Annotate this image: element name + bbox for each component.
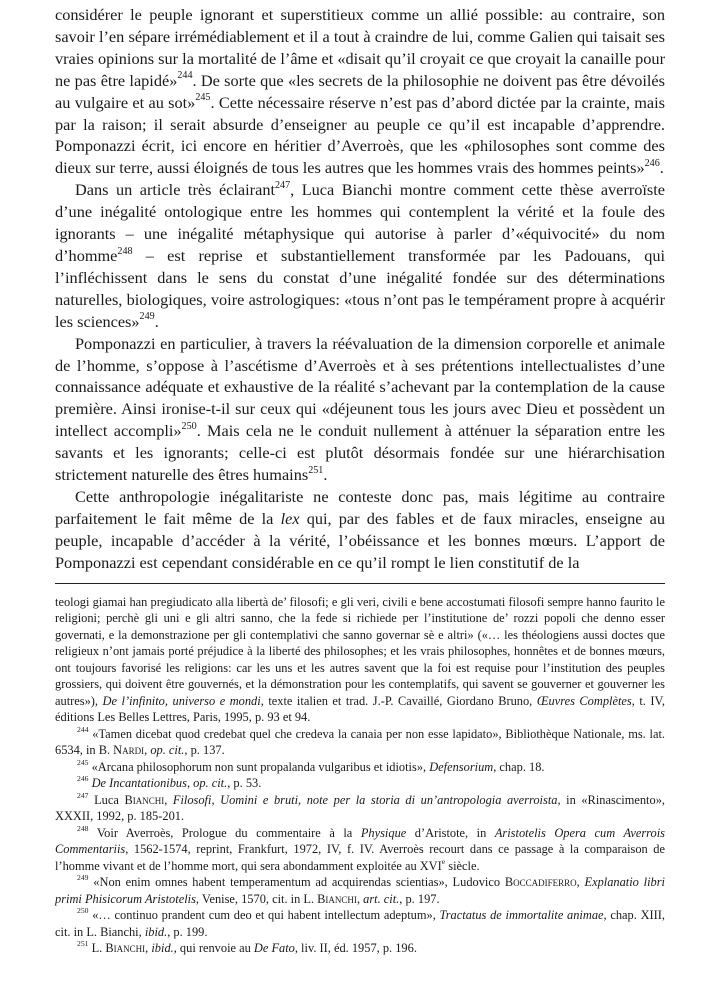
author-name: Bianchi bbox=[105, 941, 146, 956]
italic-run: Physique bbox=[360, 825, 407, 840]
text-run: Pomponazzi en particulier, à travers la réévaluation de la dimension corporelle et animale de l’homme, s’oppose à l’ascétisme d’Averroès et à ses prétentions intellectualistes d’une connaissance adéquate et exhaustive de la réalité s’achevant par la contemplation de la cause première. Ainsi ironise-t-il sur ceux qui «déjeunent tous les jours avec Dieu et possèdent un intellect accompli» bbox=[55, 333, 665, 441]
footnote-ref[interactable]: 251 bbox=[308, 464, 324, 476]
footnote-continued bbox=[55, 594, 665, 726]
footnote-number: 247 bbox=[77, 790, 89, 800]
footnote-ref[interactable]: 250 bbox=[181, 420, 197, 432]
footnote-number: 249 bbox=[77, 873, 89, 883]
footnote-number: 246 bbox=[77, 774, 89, 784]
text-run: teologi giamai han pregiudicato alla libertà de’ filosofi; e gli veri, civili e bene accostumati filosofi sempre hanno faurito le religioni; perchè gli uni e gli altri sanno, che la fede si richiede per l’institutione de’ rozzi popoli che denno esser governati, e la demonstrazione per gli contemplativi che sanno governar sè e altri» («… les théologiens aussi doctes que religieux n’ont jamais porté préjudice à la liberté des philosophes; et les vrais philosophes, honnêtes et de bonnes mœurs, ont toujours favorisé les religions: car les uns et les autres savent que la foi est requise pour l’institution des peuples grossiers, qui doivent être gouvernés, et la démonstration pour les contemplatifs, qui savent se gouverner et gouverner les autres»), bbox=[55, 594, 665, 708]
text-run: . bbox=[659, 158, 664, 178]
italic-run: De Fato bbox=[253, 941, 295, 956]
footnote-ref[interactable]: 245 bbox=[195, 92, 211, 104]
footnote-247 bbox=[55, 792, 665, 825]
text-run: – est reprise et substantiellement transformée par les Padouans, qui l’infléchissent dans le sens du constat d’une inégalité fondée sur des déterminations naturelles, biologiques, voire astrologiques: «tous n’ont pas le tempérament propre à acquérir les sciences» bbox=[55, 245, 665, 331]
italic-run: op. cit. bbox=[150, 743, 185, 758]
text-run: Voir Averroès, Prologue du commentaire à la bbox=[88, 825, 361, 840]
text-run: , p. 137. bbox=[184, 743, 225, 758]
text-run: . bbox=[154, 311, 159, 331]
author-name: Bianchi bbox=[317, 891, 357, 906]
footnote-separator bbox=[55, 583, 665, 584]
text-run: qui, par des fables et de faux miracles, enseigne au peuple, incapable d’accéder à la vérité, l’obéissance et les bonnes mœurs. L’apport de Pomponazzi est cependant considérable en ce qu’il rompt le lien constitutif de la bbox=[55, 508, 665, 572]
italic-run: Tractatus de immortalite animae bbox=[439, 908, 604, 923]
text-run: «… continuo prandent cum deo et qui habent intellectum adeptum», bbox=[88, 908, 440, 923]
footnote-ref[interactable]: 248 bbox=[117, 245, 133, 257]
footnote-248 bbox=[55, 825, 665, 875]
footnote-ref[interactable]: 247 bbox=[275, 179, 291, 191]
italic-run: De l’infinito, universo e mondi bbox=[102, 693, 261, 708]
footnote-245 bbox=[55, 759, 665, 776]
footnote-250 bbox=[55, 907, 665, 940]
footnote-249 bbox=[55, 874, 665, 907]
author-name: Bianchi bbox=[124, 792, 165, 807]
text-run: Cette anthropologie inégalitariste ne conteste donc pas, mais légitime au contraire parfaitement le fait même de la bbox=[55, 486, 665, 528]
text-run: , 1562-1574, reprint, Frankfurt, 1972, IV, f. IV. Averroès recourt dans ce passage à la comparaison de l’homme vivant et de l’homme mort, qui sera abondamment exploitée au XVI bbox=[55, 842, 665, 873]
text-run: , qui renvoie au bbox=[173, 941, 254, 956]
text-run: , texte italien et trad. J.-P. Cavaillé, Giordano Bruno, bbox=[260, 693, 537, 708]
text-run: , bbox=[164, 792, 173, 807]
superscript: e bbox=[441, 856, 446, 866]
footnote-number: 244 bbox=[77, 724, 89, 734]
text-run: «Tamen dicebat quod credebat quel che credeva la canaia per non esse lapidato», Bibliothèque Nationale, ms. lat. 6534, in B. bbox=[55, 726, 665, 758]
author-name: Boccadiferro bbox=[504, 875, 577, 890]
text-run: , bbox=[356, 891, 364, 906]
text-run: L. bbox=[88, 941, 106, 956]
italic-run: Œuvres Complètes bbox=[536, 693, 632, 708]
text-run: , in «Rinascimento», XXXII, 1992, p. 185-201. bbox=[55, 792, 665, 824]
text-run: . Cette nécessaire réserve n’est pas d’abord dictée par la crainte, mais par la raison; il serait absurde d’enseigner au peuple ce qu’il est incapable d’apprendre. Pomponazzi écrit, ici encore en héritier d’Averroès, que les «philosophes sont comme des dieux sur terre, aussi éloignés de tous les autres que les hommes vrais des hommes peints» bbox=[55, 92, 666, 178]
italic-run: art. cit. bbox=[363, 891, 400, 906]
text-run: , chap. 18. bbox=[493, 759, 545, 774]
footnote-ref[interactable]: 246 bbox=[644, 157, 660, 169]
text-run: , bbox=[145, 941, 152, 956]
italic-run: Explanatio libri primi Phisicorum Aristotelis bbox=[55, 875, 665, 906]
text-run: , t. IV, éditions Les Belles Lettres, Paris, 1995, p. 93 et 94. bbox=[55, 693, 665, 725]
main-text bbox=[55, 4, 665, 574]
text-run: siècle. bbox=[445, 858, 480, 873]
italic-run: ibid. bbox=[151, 941, 174, 956]
text-run: considérer le peuple ignorant et superstitieux comme un allié possible: au contraire, son savoir l’en sépare irrémédiablement et il a tout à craindre de lui, comme Galien qui taisait ses vraies opinions sur la mortalité de l’âme et «disait qu’il croyait ce que croyait la canaille pour ne pas être lapidé» bbox=[55, 5, 665, 90]
italic-run: Defensorium bbox=[429, 759, 494, 774]
footnote-ref[interactable]: 249 bbox=[139, 311, 155, 323]
footnote-number: 250 bbox=[77, 906, 89, 916]
italic-run: Aristotelis Opera cum Averrois Commentariis bbox=[55, 825, 665, 857]
footnote-number: 248 bbox=[77, 823, 89, 833]
text-run: , Venise, 1570, cit. in L. bbox=[195, 891, 318, 906]
text-run: , bbox=[186, 776, 194, 791]
text-run: , p. 53. bbox=[227, 776, 262, 791]
footnote-number: 251 bbox=[77, 939, 89, 949]
italic-run: De Incantationibus bbox=[88, 776, 187, 791]
text-run: . bbox=[323, 465, 328, 485]
text-run: d’Aristote, in bbox=[406, 825, 495, 840]
text-run: Luca bbox=[88, 792, 125, 807]
text-run: , Luca Bianchi montre comment cette thèse averroïste d’une inégalité ontologique entre les hommes qui contemplent la vérité et la foule des ignorants – une inégalité métaphysique qui autorise à parler d’«équivocité» du nom d’homme bbox=[55, 180, 666, 265]
text-run: . Mais cela ne le conduit nullement à atténuer la séparation entre les savants et les ignorants; celle-ci est plutôt désormais fondée sur une hiérarchisation strictement naturelle des êtres humains bbox=[55, 421, 665, 485]
italic-run: lex bbox=[280, 508, 300, 528]
text-run: , liv. II, éd. 1957, p. 196. bbox=[294, 941, 417, 956]
text-run: Dans un article très éclairant bbox=[75, 180, 275, 200]
paragraph bbox=[55, 486, 665, 574]
text-run: «Non enim omnes habent temperamentum ad acquirendas scientias», Ludovico bbox=[88, 875, 505, 890]
footnote-246 bbox=[55, 775, 665, 792]
italic-run: Filosofi, Uomini e bruti, note per la storia di un’antropologia averroista bbox=[172, 792, 558, 807]
footnote-ref[interactable]: 244 bbox=[177, 70, 193, 82]
text-run: . De sorte que «les secrets de la philosophie ne doivent pas être dévoilés au vulgaire et au sot» bbox=[55, 70, 665, 112]
footnote-number: 245 bbox=[77, 757, 89, 767]
text-run: , bbox=[576, 875, 585, 890]
author-name: Nardi bbox=[113, 743, 145, 758]
footnote-244 bbox=[55, 726, 665, 759]
paragraph bbox=[55, 333, 665, 486]
footnote-251 bbox=[55, 940, 665, 957]
paragraph bbox=[55, 4, 665, 179]
text-run: , p. 199. bbox=[167, 924, 208, 939]
footnotes bbox=[55, 594, 665, 957]
page bbox=[55, 4, 665, 957]
italic-run: op. cit. bbox=[193, 776, 228, 791]
text-run: , chap. XIII, cit. in L. Bianchi, bbox=[55, 908, 665, 939]
italic-run: ibid. bbox=[144, 924, 168, 939]
text-run: «Arcana philosophorum non sunt propalanda vulgaribus et idiotis», bbox=[88, 759, 430, 774]
text-run: , p. 197. bbox=[399, 891, 440, 906]
paragraph bbox=[55, 179, 665, 332]
text-run: , bbox=[144, 743, 151, 758]
